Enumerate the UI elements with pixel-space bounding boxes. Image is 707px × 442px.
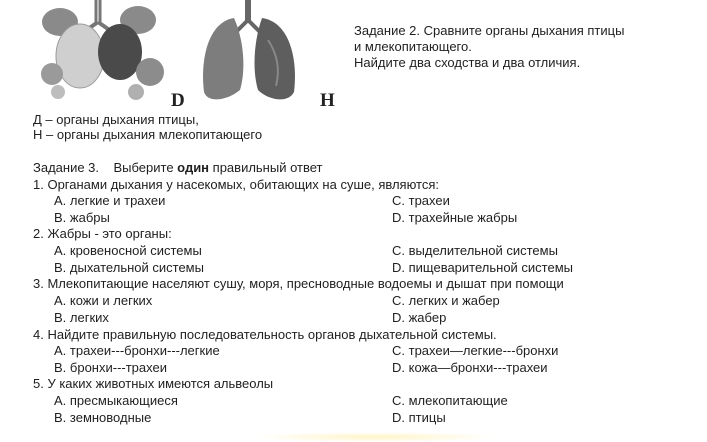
q3-option-d[interactable]: D. жабер <box>392 310 447 325</box>
q2-option-c[interactable]: C. выделительной системы <box>392 243 558 258</box>
task2-title: Задание 2. <box>354 23 421 38</box>
q3-option-b[interactable]: B. легких <box>54 310 109 325</box>
question-4: 4. Найдите правильную последовательность органов дыхательной системы. <box>33 327 497 342</box>
q5-option-b[interactable]: B. земноводные <box>54 410 152 425</box>
task3-instruction-pre: Выберите <box>113 160 178 175</box>
mammal-lungs-icon <box>203 0 295 99</box>
legend-bird: Д – органы дыхания птицы, <box>33 112 199 127</box>
q1-option-c[interactable]: C. трахеи <box>392 193 450 208</box>
question-1: 1. Органами дыхания у насекомых, обитающих на суше, являются: <box>33 177 440 192</box>
label-bird: D <box>171 90 185 111</box>
question-3: 3. Млекопитающие населяют сушу, моря, пресноводные водоемы и дышат при помощи <box>33 276 564 291</box>
task2-block <box>354 23 624 71</box>
task2-line1 <box>354 23 624 39</box>
q4-option-b[interactable]: B. бронхи---трахеи <box>54 360 167 375</box>
q3-option-a[interactable]: A. кожи и легких <box>54 293 153 308</box>
q2-option-b[interactable]: B. дыхательной системы <box>54 260 204 275</box>
respiratory-figure-svg <box>38 0 338 112</box>
q2-option-d[interactable]: D. пищеварительной системы <box>392 260 574 275</box>
q4-option-c[interactable]: C. трахеи—легкие---бронхи <box>392 343 559 358</box>
task3-instruction-post: правильный ответ <box>209 160 323 175</box>
q5-option-a[interactable]: A. пресмыкающиеся <box>54 393 178 408</box>
q1-option-b[interactable]: B. жабры <box>54 210 110 225</box>
q2-option-a[interactable]: A. кровеносной системы <box>54 243 202 258</box>
respiratory-organs-figure <box>38 0 338 117</box>
task2-text3: Найдите два сходства и два отличия. <box>354 55 581 70</box>
bird-respiratory-organs-icon <box>41 0 164 100</box>
task2-text1: Сравните органы дыхания птицы <box>423 23 625 38</box>
q1-option-d[interactable]: D. трахейные жабры <box>392 210 518 225</box>
q5-option-c[interactable]: C. млекопитающие <box>392 393 508 408</box>
task3-heading <box>33 160 323 176</box>
q4-option-d[interactable]: D. кожа—бронхи---трахеи <box>392 360 548 375</box>
bottom-glow <box>250 432 500 442</box>
task3-title: Задание 3. <box>33 160 100 175</box>
label-mammal: H <box>320 90 335 111</box>
q4-option-a[interactable]: A. трахеи---бронхи---легкие <box>54 343 220 358</box>
q5-option-d[interactable]: D. птицы <box>392 410 446 425</box>
task3-instruction-bold: один <box>177 160 210 175</box>
question-5: 5. У каких животных имеются альвеолы <box>33 376 274 391</box>
task2-text2: и млекопитающего. <box>354 39 472 54</box>
q3-option-c[interactable]: C. легких и жабер <box>392 293 500 308</box>
question-2: 2. Жабры - это органы: <box>33 226 172 241</box>
q1-option-a[interactable]: A. легкие и трахеи <box>54 193 166 208</box>
legend-mammal: Н – органы дыхания млекопитающего <box>33 127 263 142</box>
